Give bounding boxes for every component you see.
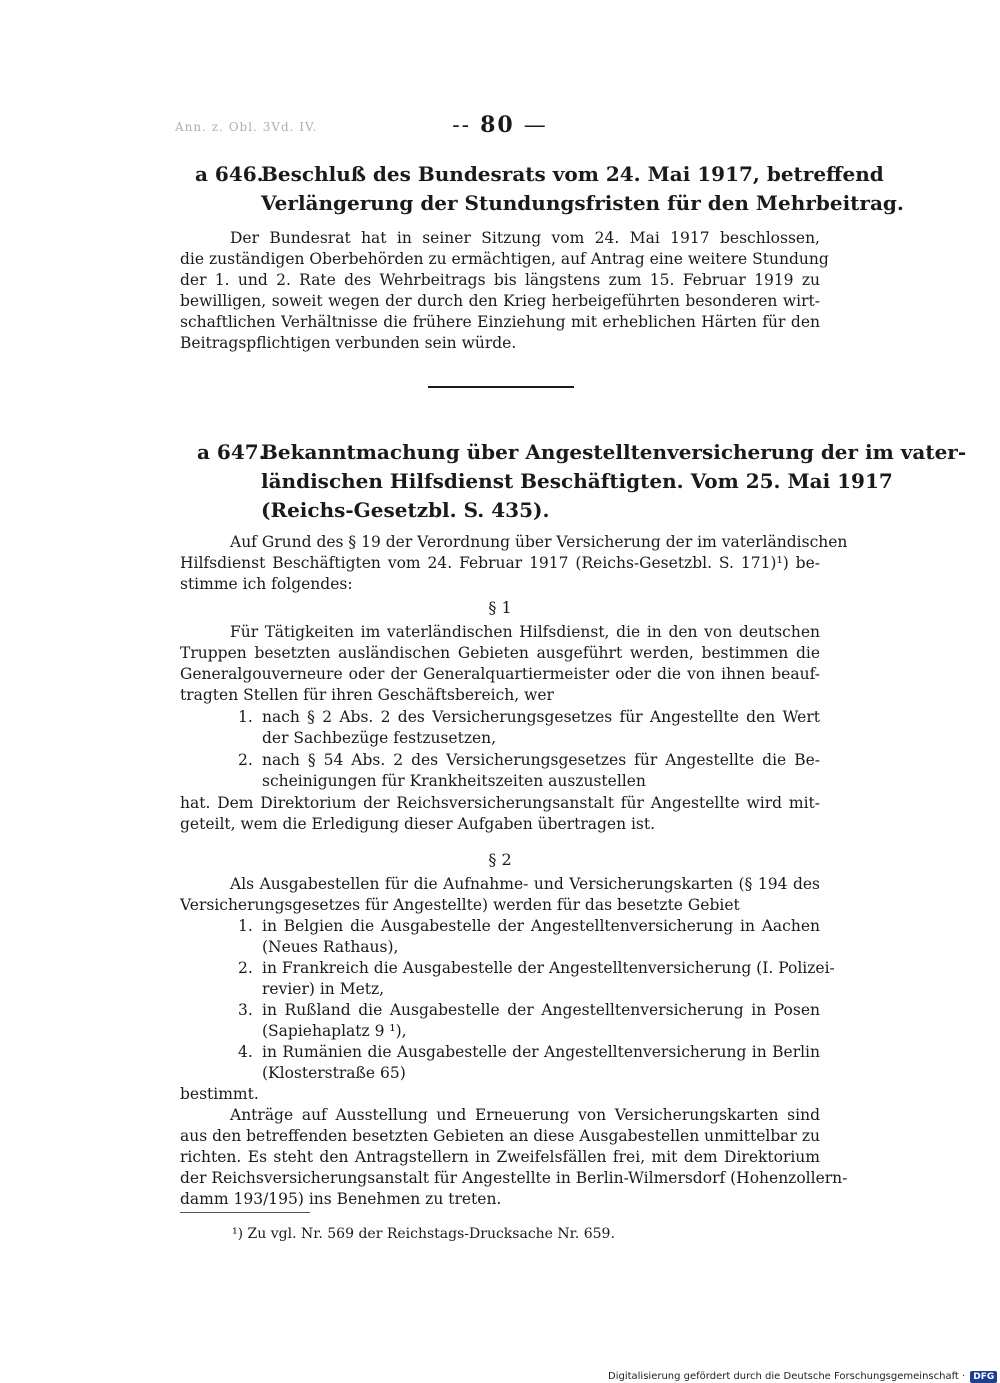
paragraph-1-heading: § 1 xyxy=(488,598,512,617)
section-a647-number: a 647. xyxy=(197,440,266,464)
item-line: revier) in Metz, xyxy=(262,980,385,998)
paragraph-2-item-3 xyxy=(238,1000,820,1042)
body-line: Beitragspflichtigen verbunden sein würde. xyxy=(180,334,517,352)
section-a646-number: a 646. xyxy=(195,162,264,186)
section-divider-rule xyxy=(428,386,574,388)
body-line: die zuständigen Oberbehörden zu ermächtigen, auf Antrag eine weitere Stundung xyxy=(180,250,829,268)
item-number: 2. xyxy=(238,751,253,769)
paragraph-1-body xyxy=(180,622,820,706)
item-line: (Sapiehaplatz 9 ¹), xyxy=(262,1022,407,1040)
item-line: nach § 54 Abs. 2 des Versicherungsgesetzes für Angestellte die Be- xyxy=(262,751,820,769)
body-line: Generalgouverneure oder der Generalquartiermeister oder die von ihnen beauf- xyxy=(180,665,820,683)
paragraph-2-closing xyxy=(180,1105,848,1210)
item-line: nach § 2 Abs. 2 des Versicherungsgesetzes für Angestellte den Wert xyxy=(262,708,820,726)
closing-line: richten. Es steht den Antragstellern in Zweifelsfällen frei, mit dem Direktorium xyxy=(180,1148,820,1166)
paragraph-2-body xyxy=(180,874,820,916)
body-line: Als Ausgabestellen für die Aufnahme- und Versicherungskarten (§ 194 des xyxy=(230,875,820,893)
item-line: der Sachbezüge festzusetzen, xyxy=(262,729,497,747)
faded-header-text: Ann. z. Obl. 3Vd. IV. xyxy=(175,120,318,134)
section-a646-title-line2: Verlängerung der Stundungsfristen für den Mehrbeitrag. xyxy=(261,191,904,215)
item-line: in Rußland die Ausgabestelle der Angestelltenversicherung in Posen xyxy=(262,1001,820,1019)
item-number: 1. xyxy=(238,708,253,726)
intro-line: Auf Grund des § 19 der Verordnung über Versicherung der im vaterländischen xyxy=(230,533,848,551)
item-line: in Belgien die Ausgabestelle der Angestelltenversicherung in Aachen xyxy=(262,917,820,935)
section-a647-intro xyxy=(180,532,848,595)
page-number-dash-left: -- xyxy=(452,113,481,138)
digitization-credit xyxy=(608,1364,997,1383)
credit-text: Digitalisierung gefördert durch die Deutsche Forschungsgemeinschaft · xyxy=(608,1371,966,1382)
paragraph-1-closing xyxy=(180,793,820,835)
body-line: bewilligen, soweit wegen der durch den Krieg herbeigeführten besonderen wirt- xyxy=(180,292,820,310)
body-line: der 1. und 2. Rate des Wehrbeitrags bis längstens zum 15. Februar 1919 zu xyxy=(180,271,820,289)
paragraph-1-item-2 xyxy=(238,750,820,792)
page-number: 80 xyxy=(480,112,515,138)
footnote-rule xyxy=(180,1212,310,1213)
item-line: (Neues Rathaus), xyxy=(262,938,399,956)
section-a647-title-line1: Bekanntmachung über Angestelltenversicherung der im vater- xyxy=(261,440,967,464)
section-a646-title-line1: Beschluß des Bundesrats vom 24. Mai 1917, betreffend xyxy=(261,162,884,186)
body-line: Der Bundesrat hat in seiner Sitzung vom 24. Mai 1917 beschlossen, xyxy=(230,229,820,247)
body-line: tragten Stellen für ihren Geschäftsbereich, wer xyxy=(180,686,554,704)
section-a647-heading xyxy=(197,438,967,528)
item-line: in Frankreich die Ausgabestelle der Angestelltenversicherung (I. Polizei- xyxy=(262,959,835,977)
body-line: Truppen besetzten ausländischen Gebieten ausgeführt werden, bestimmen die xyxy=(180,644,820,662)
item-number: 1. xyxy=(238,917,253,935)
body-line: Für Tätigkeiten im vaterländischen Hilfsdienst, die in den von deutschen xyxy=(230,623,820,641)
section-a646-heading xyxy=(195,160,904,220)
paragraph-2-item-4 xyxy=(238,1042,820,1084)
page-number-dash-right: — xyxy=(514,113,548,138)
closing-line: hat. Dem Direktorium der Reichsversicherungsanstalt für Angestellte wird mit- xyxy=(180,794,820,812)
body-line: schaftlichen Verhältnisse die frühere Einziehung mit erheblichen Härten für den xyxy=(180,313,820,331)
closing-line: Anträge auf Ausstellung und Erneuerung von Versicherungskarten sind xyxy=(230,1106,820,1124)
closing-line: aus den betreffenden besetzten Gebieten an diese Ausgabestellen unmittelbar zu xyxy=(180,1127,820,1145)
paragraph-2-item-2 xyxy=(238,958,835,1000)
item-number: 3. xyxy=(238,1001,253,1019)
item-line: in Rumänien die Ausgabestelle der Angestelltenversicherung in Berlin xyxy=(262,1043,820,1061)
paragraph-2-determined: bestimmt. xyxy=(180,1085,259,1103)
item-number: 2. xyxy=(238,959,253,977)
paragraph-1-item-1 xyxy=(238,707,820,749)
intro-line: stimme ich folgendes: xyxy=(180,575,353,593)
footnote: ¹) Zu vgl. Nr. 569 der Reichstags-Drucksache Nr. 659. xyxy=(232,1226,615,1242)
closing-line: damm 193/195) ins Benehmen zu treten. xyxy=(180,1190,502,1208)
intro-line: Hilfsdienst Beschäftigten vom 24. Februar 1917 (Reichs-Gesetzbl. S. 171)¹) be- xyxy=(180,554,820,572)
section-a647-title-line2: ländischen Hilfsdienst Beschäftigten. Vom 25. Mai 1917 xyxy=(261,469,893,493)
item-number: 4. xyxy=(238,1043,253,1061)
body-line: Versicherungsgesetzes für Angestellte) werden für das besetzte Gebiet xyxy=(180,896,740,914)
closing-line: der Reichsversicherungsanstalt für Angestellte in Berlin-Wilmersdorf (Hohenzollern- xyxy=(180,1169,848,1187)
paragraph-2-item-1 xyxy=(238,916,820,958)
paragraph-2-heading: § 2 xyxy=(488,850,512,869)
section-a647-title-line3: (Reichs-Gesetzbl. S. 435). xyxy=(261,498,550,522)
dfg-logo: DFG xyxy=(970,1371,997,1383)
item-line: (Klosterstraße 65) xyxy=(262,1064,406,1082)
closing-line: geteilt, wem die Erledigung dieser Aufgaben übertragen ist. xyxy=(180,815,656,833)
section-a646-body xyxy=(180,228,829,354)
page-number-line xyxy=(0,112,1000,138)
item-line: scheinigungen für Krankheitszeiten auszustellen xyxy=(262,772,646,790)
